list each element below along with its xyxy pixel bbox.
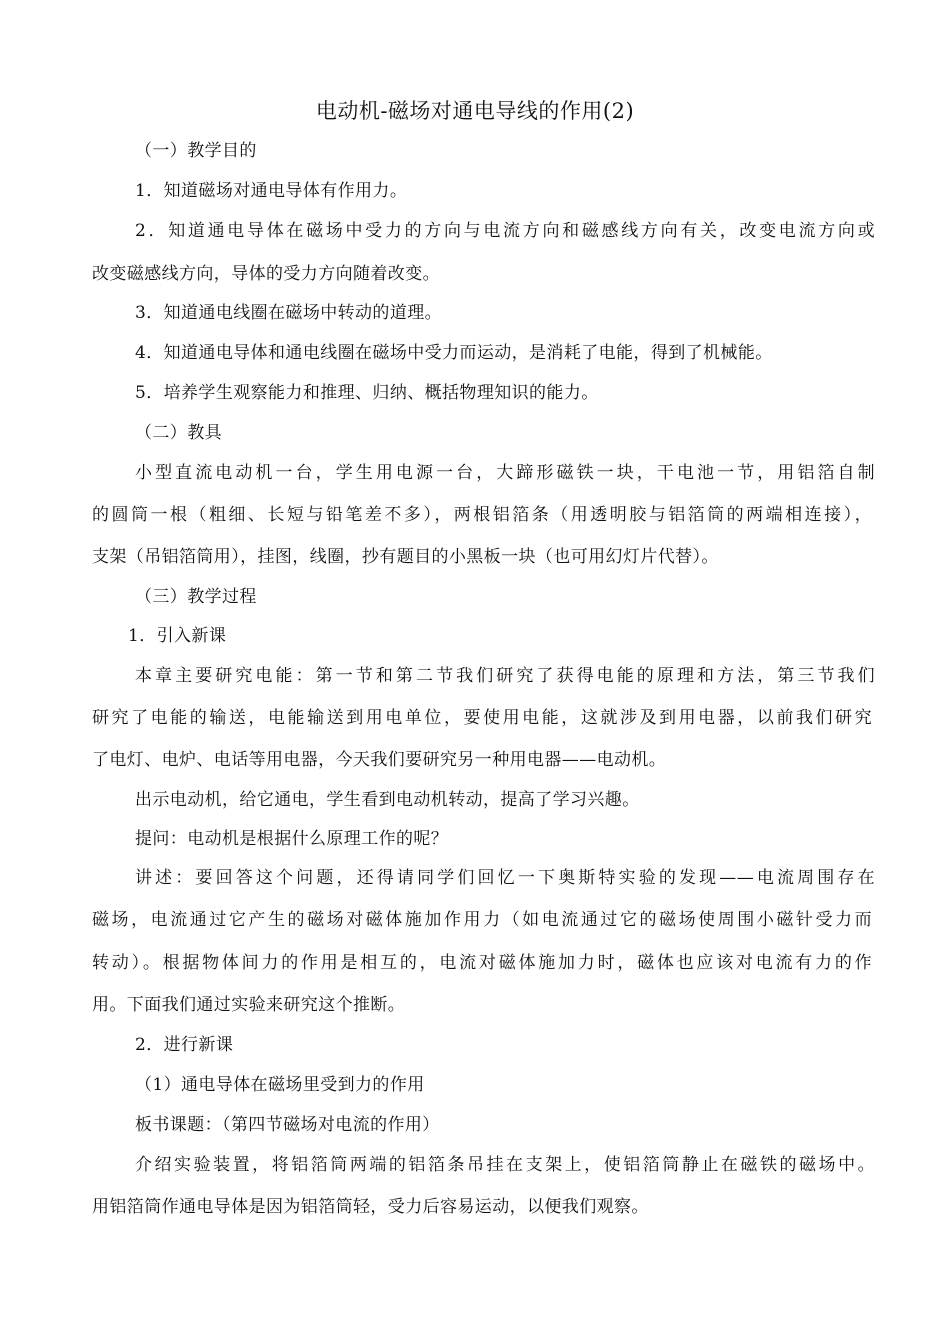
objective-item: 2．知道通电导体在磁场中受力的方向与电流方向和磁感线方向有关，改变电流方向或 <box>135 221 875 241</box>
paragraph-line: 用。下面我们通过实验来研究这个推断。 <box>92 995 406 1015</box>
paragraph-line: 的圆筒一根（粗细、长短与铅笔差不多），两根铝箔条（用透明胶与铝箔筒的两端相连接）， <box>92 505 872 525</box>
subsection-heading: 2．进行新课 <box>135 1035 234 1055</box>
paragraph-line: 转动）。根据物体间力的作用是相互的，电流对磁体施加力时，磁体也应该对电流有力的作 <box>92 953 872 973</box>
paragraph-continuation: 改变磁感线方向，导体的受力方向随着改变。 <box>92 264 440 284</box>
paragraph-line: 本章主要研究电能：第一节和第二节我们研究了获得电能的原理和方法，第三节我们 <box>135 666 875 686</box>
section-heading-process: （三）教学过程 <box>135 587 257 607</box>
document-title: 电动机-磁场对通电导线的作用(2) <box>315 99 635 123</box>
objective-item: 1．知道磁场对通电导体有作用力。 <box>135 181 408 201</box>
paragraph-line: 讲述：要回答这个问题，还得请同学们回忆一下奥斯特实验的发现——电流周围存在 <box>135 868 875 888</box>
objective-item: 3．知道通电线圈在磁场中转动的道理。 <box>135 303 443 323</box>
paragraph-line: 板书课题：（第四节磁场对电流的作用） <box>135 1115 440 1135</box>
paragraph-line: 介绍实验装置，将铝箔筒两端的铝箔条吊挂在支架上，使铝箔筒静止在磁铁的磁场中。 <box>135 1155 875 1175</box>
subsection-heading: 1．引入新课 <box>128 626 227 646</box>
paragraph-line: 磁场，电流通过它产生的磁场对磁体施加作用力（如电流通过它的磁场使周围小磁针受力而 <box>92 910 872 930</box>
paragraph-line: 用铝箔筒作通电导体是因为铝箔筒轻，受力后容易运动，以便我们观察。 <box>92 1197 649 1217</box>
subsection-heading: （1）通电导体在磁场里受到力的作用 <box>135 1075 425 1095</box>
paragraph-line: 支架（吊铝箔筒用），挂图，线圈，抄有题目的小黑板一块（也可用幻灯片代替）。 <box>92 547 719 567</box>
paragraph-line: 小型直流电动机一台，学生用电源一台，大蹄形磁铁一块，干电池一节，用铝箔自制 <box>135 463 875 483</box>
paragraph-line: 了电灯、电炉、电话等用电器，今天我们要研究另一种用电器——电动机。 <box>92 750 667 770</box>
section-heading-equipment: （二）教具 <box>135 423 222 443</box>
section-heading-objectives: （一）教学目的 <box>135 141 257 161</box>
paragraph-line: 出示电动机，给它通电，学生看到电动机转动，提高了学习兴趣。 <box>135 790 640 810</box>
paragraph-line: 研究了电能的输送，电能输送到用电单位，要使用电能，这就涉及到用电器，以前我们研究 <box>92 708 872 728</box>
objective-item: 5．培养学生观察能力和推理、归纳、概括物理知识的能力。 <box>135 383 599 403</box>
objective-item: 4．知道通电导体和通电线圈在磁场中受力而运动，是消耗了电能，得到了机械能。 <box>135 343 773 363</box>
paragraph-line: 提问：电动机是根据什么原理工作的呢？ <box>135 829 449 849</box>
